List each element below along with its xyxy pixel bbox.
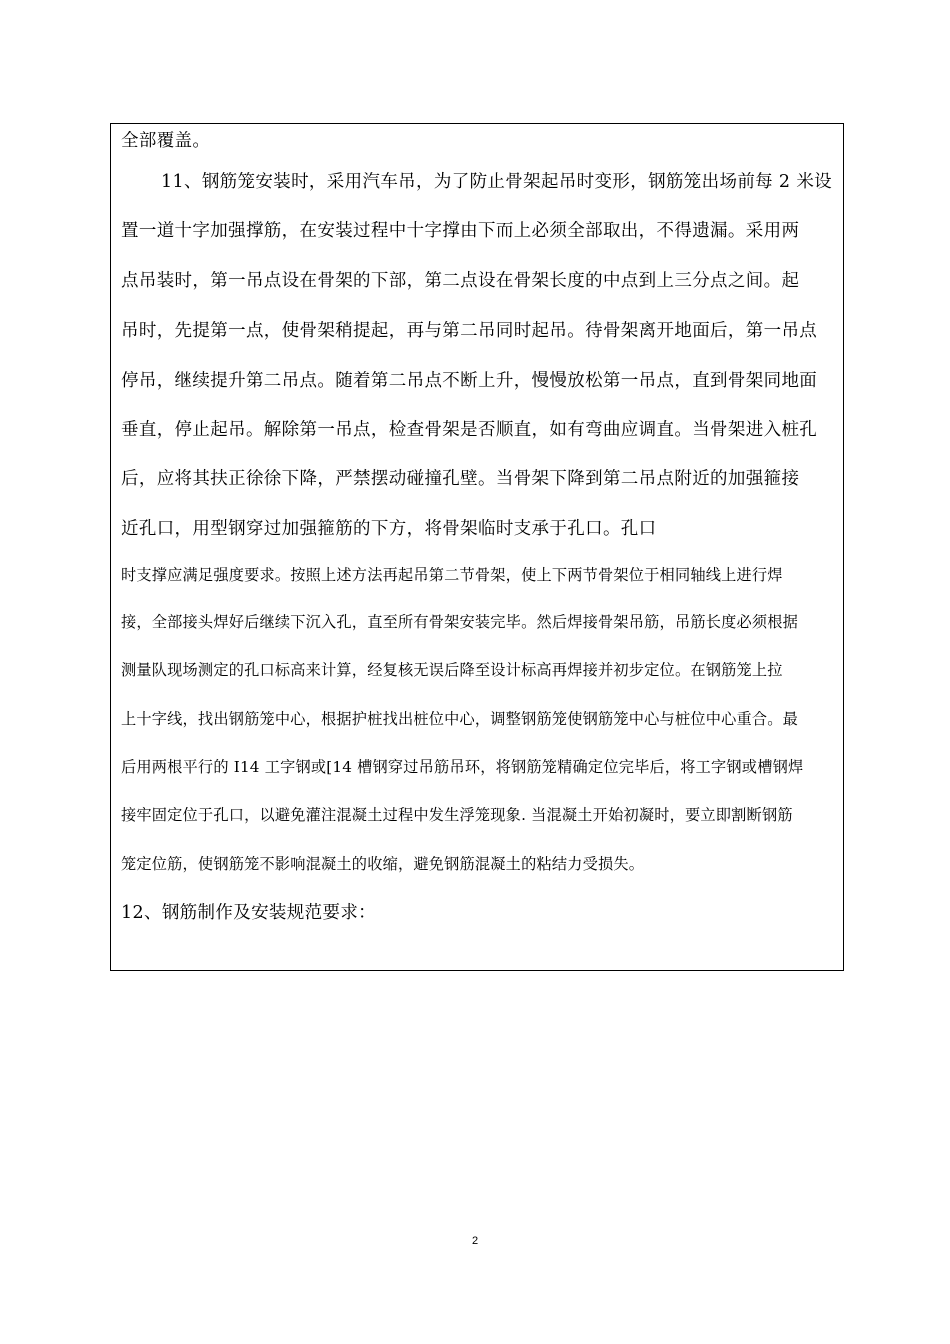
content-table-cell	[110, 123, 844, 971]
text-line-2: 11、钢筋笼安装时，采用汽车吊，为了防止骨架起吊时变形，钢筋笼出场前每 2 米设	[161, 172, 833, 192]
text-line-13: 上十字线，找出钢筋笼中心，根据护桩找出桩位中心，调整钢筋笼使钢筋笼中心与桩位中心重合。最	[121, 710, 799, 728]
text-line-16: 笼定位筋，使钢筋笼不影响混凝土的收缩，避免钢筋混凝土的粘结力受损失。	[121, 855, 645, 873]
text-line-17: 12、钢筋制作及安装规范要求：	[121, 903, 377, 923]
text-line-1: 全部覆盖。	[121, 131, 211, 151]
text-line-4: 点吊装时，第一吊点设在骨架的下部，第二点设在骨架长度的中点到上三分点之间。起	[121, 271, 800, 291]
text-line-15: 接牢固定位于孔口，以避免灌注混凝土过程中发生浮笼现象. 当混凝土开始初凝时，要立即割断钢筋	[121, 806, 793, 824]
text-line-9: 近孔口，用型钢穿过加强箍筋的下方，将骨架临时支承于孔口。孔口	[121, 519, 657, 539]
text-line-10: 时支撑应满足强度要求。按照上述方法再起吊第二节骨架，使上下两节骨架位于相同轴线上进行焊	[121, 566, 783, 584]
text-line-7: 垂直，停止起吊。解除第一吊点，检查骨架是否顺直，如有弯曲应调直。当骨架进入桩孔	[121, 420, 818, 440]
text-line-11: 接，全部接头焊好后继续下沉入孔，直至所有骨架安装完毕。然后焊接骨架吊筋，吊筋长度必须根据	[121, 613, 799, 631]
text-line-12: 测量队现场测定的孔口标高来计算，经复核无误后降至设计标高再焊接并初步定位。在钢筋笼上拉	[121, 661, 783, 679]
page-number: 2	[471, 1235, 479, 1247]
text-line-3: 置一道十字加强撑筋，在安装过程中十字撑由下而上必须全部取出，不得遗漏。采用两	[121, 221, 800, 241]
text-line-5: 吊时，先提第一点，使骨架稍提起，再与第二吊同时起吊。待骨架离开地面后，第一吊点	[121, 321, 818, 341]
text-line-8: 后，应将其扶正徐徐下降，严禁摆动碰撞孔壁。当骨架下降到第二吊点附近的加强箍接	[121, 469, 800, 489]
text-line-14: 后用两根平行的 I14 工字钢或[14 槽钢穿过吊筋吊环，将钢筋笼精确定位完毕后，将工字钢或槽钢焊	[121, 758, 804, 776]
text-line-6: 停吊，继续提升第二吊点。随着第二吊点不断上升，慢慢放松第一吊点，直到骨架同地面	[121, 371, 818, 391]
